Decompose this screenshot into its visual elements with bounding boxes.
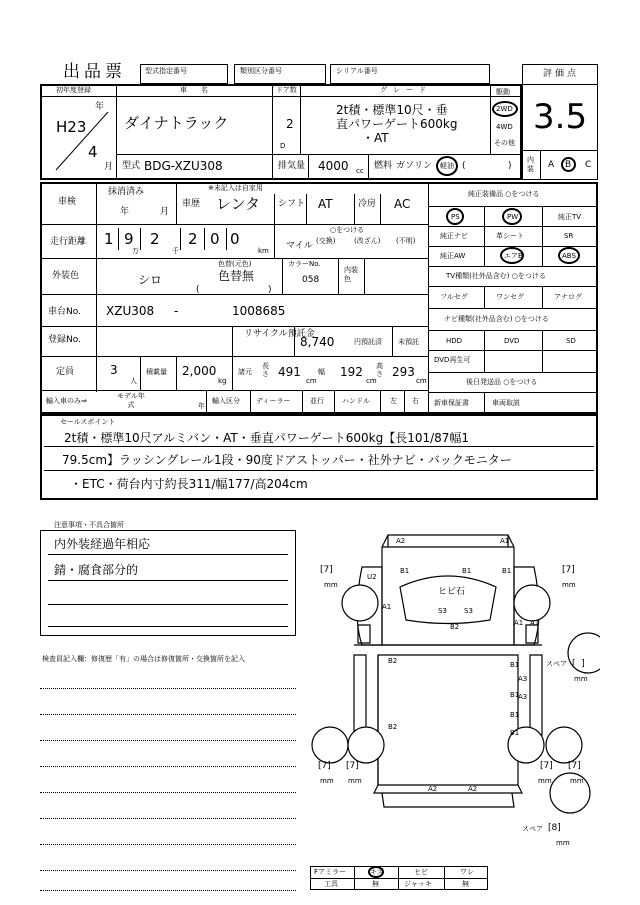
interior-color-label: 内装色 [344,266,358,283]
handle-right: 右 [412,397,419,405]
mark-a3-r1: A3 [518,675,528,683]
recycle-label: リサイクル預託金 [244,329,315,339]
mark-a2-rear1: A2 [428,785,438,793]
model-value: BDG-XZU308 [144,159,223,173]
mark-b2-top: B2 [450,623,460,631]
model-label: 型式 [122,161,141,171]
color-no-value: 058 [302,275,320,285]
spare2-mm: mm [556,839,570,847]
inspection-year-unit: 年 [120,207,130,217]
tv-oneseg: ワンセグ [496,293,524,301]
color-change-value: 色替無 [218,269,255,283]
dims-label: 諸元 [238,368,252,376]
doors-value: 2 [286,117,294,131]
tire-rr2-depth: [7] [568,761,581,771]
score-label: 評価点 [543,69,580,79]
bottom-tools: 工具 [324,880,338,888]
equip-aw: 純正AW [440,252,466,260]
displacement-unit: cc [356,167,364,175]
notes-line-1: 内外装経過年相応 [54,537,151,551]
color-paren-open: ( [196,285,200,295]
chassis-number: 1008685 [232,304,286,318]
load-value: 2,000 [182,364,217,378]
equip-tv: 純正TV [558,213,582,221]
recycle-unpaid: 未預託 [398,338,419,346]
mark-b1-r2: B1 [510,691,520,699]
chassis-label: 車台No. [48,307,81,317]
mark-s3-a: S3 [438,607,447,615]
after-warranty: 新車保証書 [434,399,469,407]
aircon-value: AC [394,197,411,211]
fuel-diesel: 軽油 [440,162,454,170]
notes-line-2: 錆・腐食部分的 [54,563,139,577]
grade-line3: ・AT [362,131,389,145]
fuel-paren-close: ) [508,161,512,171]
mark-a1-left: A1 [382,603,392,611]
car-name: ダイナトラック [124,114,229,132]
model-year-unit: 年 [198,402,205,410]
exterior-color-value: シロ [138,273,163,287]
spare2-depth: [8] [548,823,561,833]
navi-sd: SD [566,337,576,345]
class-label: 類別区分番号 [240,67,282,75]
tire-rl2-depth: [7] [346,761,359,771]
bottom-break: ワレ [460,868,474,876]
first-reg-label: 初年度登録 [56,86,91,94]
tire-rr2-mm: mm [570,777,584,785]
mileage-label: 走行距離 [50,237,87,247]
tire-rr1-depth: [7] [540,761,553,771]
history-value: レンタ [216,195,261,213]
tire-rl2-mm: mm [348,777,362,785]
color-change-label: 色替(元色) [218,260,252,268]
fuel-paren-open: ( [462,161,466,171]
tire-rr1-mm: mm [538,777,552,785]
recycle-paid: 円預託済 [354,338,382,346]
bottom-jack: ジャッキ [404,880,432,888]
equip-abs: ABS [562,252,576,260]
import-type-label: 輸入区分 [212,397,240,405]
mileage-digit-6: 0 [230,230,240,248]
inspection-label: 車検 [58,197,77,207]
tire-rl1-mm: mm [320,777,334,785]
registration-label: 登録No. [48,335,81,345]
score-value: 3.5 [533,97,588,137]
history-label: 車歴 [182,199,201,209]
chassis-prefix: XZU308 [106,304,155,318]
spare1-mm: mm [574,675,588,683]
handle-label: ハンドル [342,397,370,405]
mileage-digit-5: 0 [210,230,220,248]
mileage-km: km [258,247,269,255]
mileage-digit-1: 1 [104,230,114,248]
fuel-label: 燃料 [374,161,393,171]
import-label: 輸入車のみ⇒ [46,397,87,405]
mileage-digit-3: 2 [150,230,160,248]
tire-fr-mm: mm [562,581,576,589]
width-unit: cm [366,377,377,385]
mark-windshield: ヒビ石 [438,587,466,597]
fuel-gasoline: ガソリン [396,161,433,171]
mark-a2-rear2: A2 [468,785,478,793]
meter-mile: マイル [286,241,313,251]
after-title: 後日発送品 ○をつける [466,378,538,386]
meter-unknown: (不明) [396,237,416,245]
width-value: 192 [340,365,363,379]
height-label: 高さ [376,362,383,378]
height-unit: cm [416,377,427,385]
grade-label: グレード [380,86,432,94]
navi-title: ナビ種類(社外品含む) ○をつける [444,315,549,323]
import-parallel: 並行 [310,397,324,405]
meter-swap: (交換) [316,237,336,245]
drive-other: その他 [494,139,515,147]
first-reg-year: H23 [56,118,87,136]
mark-a3-r2: A3 [518,693,528,701]
bottom-crack: ヒビ [414,868,428,876]
navi-hdd: HDD [446,337,463,345]
capacity-label: 定員 [56,367,75,377]
interior-a: A [548,160,555,170]
equip-navi: 純正ナビ [440,232,468,240]
interior-b: B [565,160,572,170]
mark-s3-b: S3 [464,607,473,615]
mileage-digit-2: 9 [124,230,134,248]
inspection-value: 抹消済み [108,187,145,197]
mark-a1-r1: A1 [514,619,524,627]
height-value: 293 [392,365,415,379]
aircon-label: 冷房 [358,199,377,209]
bottom-mirror: Fアミラー [314,868,347,876]
capacity-value: 3 [110,363,118,377]
mark-a1-top: A1 [500,537,510,545]
displacement-value: 4000 [318,159,349,173]
handle-left: 左 [390,397,397,405]
drive-2wd: 2WD [496,105,513,113]
color-paren-close: ) [268,285,272,295]
model-approval-label: 型式指定番号 [145,67,187,75]
after-manual: 車両取説 [492,399,520,407]
mark-b1-a: B1 [400,567,410,575]
displacement-label: 排気量 [278,161,306,171]
shift-label: シフト [278,199,306,209]
mark-b2-left: B2 [388,657,398,665]
doors-label: ドア数 [276,86,297,94]
spare1-bracket: [ ] [572,659,585,669]
mark-b1-b: B1 [462,567,472,575]
capacity-unit: 人 [130,377,137,385]
year-unit: 年 [95,102,105,112]
equip-airbag: エアB [504,252,523,260]
tire-fl-depth: [7] [320,565,333,575]
mileage-man: 万 [132,247,139,255]
spare1-label: スペア [546,660,567,668]
recycle-value: 8,740 [300,335,335,349]
length-value: 491 [278,365,301,379]
month-unit: 月 [104,162,114,172]
load-label: 積載量 [146,368,167,376]
equip-pw: PW [507,213,519,221]
mark-b2-bottom: B2 [388,723,398,731]
length-label: 長さ [262,362,269,378]
mark-b1-r1: B1 [510,661,520,669]
exterior-color-label: 外装色 [52,271,80,281]
private-note: ※未記入は自家用 [208,184,263,192]
mark-a2-top: A2 [396,537,406,545]
width-label: 幅 [318,368,325,376]
shift-value: AT [318,197,333,211]
tv-fullseg: フルセグ [440,293,468,301]
first-reg-month: 4 [88,143,98,161]
drive-label: 駆動 [496,88,510,96]
color-no-label: カラーNo. [288,260,321,268]
model-year-label: モデル年式 [117,392,145,409]
bottom-scratch: キズ [370,868,384,876]
equip-sr: SR [564,232,574,240]
mark-a1-r2: A1 [530,619,540,627]
inspector-label: 検査員記入欄：修復歴「有」の場合は修復箇所・交換箇所を記入 [42,655,245,663]
chassis-dash: - [174,304,179,318]
vehicle-diagram [300,525,600,825]
meter-tamper: (改ざん) [354,237,381,245]
tire-fl-mm: mm [324,581,338,589]
tire-rl1-depth: [7] [318,761,331,771]
car-name-label: 車名 [180,86,222,94]
bottom-tools-value: 無 [372,880,379,888]
load-unit: kg [218,377,227,385]
import-dealer: ディーラー [256,397,291,405]
sales-point-label: セールスポイント [60,418,116,426]
equip-ps: PS [451,213,460,221]
doors-suffix: D [280,142,286,150]
spare2-label: スペア [522,825,543,833]
bottom-jack-value: 無 [462,880,469,888]
genuine-title: 純正装備品 ○をつける [468,190,540,198]
navi-dvd: DVD [504,337,520,345]
grade-line2: 直パワーゲート600kg [336,117,458,131]
grade-line1: 2t積・標準10尺・垂 [336,103,448,117]
page-title: 出品票 [63,62,126,82]
sales-line-3: ・ETC・荷台内寸約長311/幅177/高204cm [70,477,308,491]
mark-b1-r4: B1 [510,729,520,737]
interior-label: 内装 [527,156,534,173]
inspection-month-unit: 月 [160,207,170,217]
mileage-digit-4: 2 [188,230,198,248]
mark-b1-c: B1 [502,567,512,575]
length-unit: cm [306,377,317,385]
equip-leather: 革シート [496,232,524,240]
drive-4wd: 4WD [496,123,513,131]
meter-circle-note: ○をつける [330,226,365,234]
notes-label: 注意事項・不具合箇所 [54,521,124,529]
mark-u2: U2 [367,573,377,581]
interior-c: C [585,160,592,170]
mark-b1-r3: B1 [510,711,520,719]
serial-label: シリアル番号 [336,67,378,75]
sales-line-2: 79.5cm】ラッシングレール1段・90度ドアストッパー・社外ナビ・バックモニター [62,453,512,467]
mileage-sen: 千 [172,247,179,255]
dvd-play: DVD再生可 [434,356,471,364]
sales-line-1: 2t積・標準10尺アルミバン・AT・垂直パワーゲート600kg【長101/87幅1 [64,431,470,445]
tv-title: TV種類(社外品含む) ○をつける [446,272,546,280]
tire-fr-depth: [7] [562,565,575,575]
tv-analog: アナログ [554,293,582,301]
